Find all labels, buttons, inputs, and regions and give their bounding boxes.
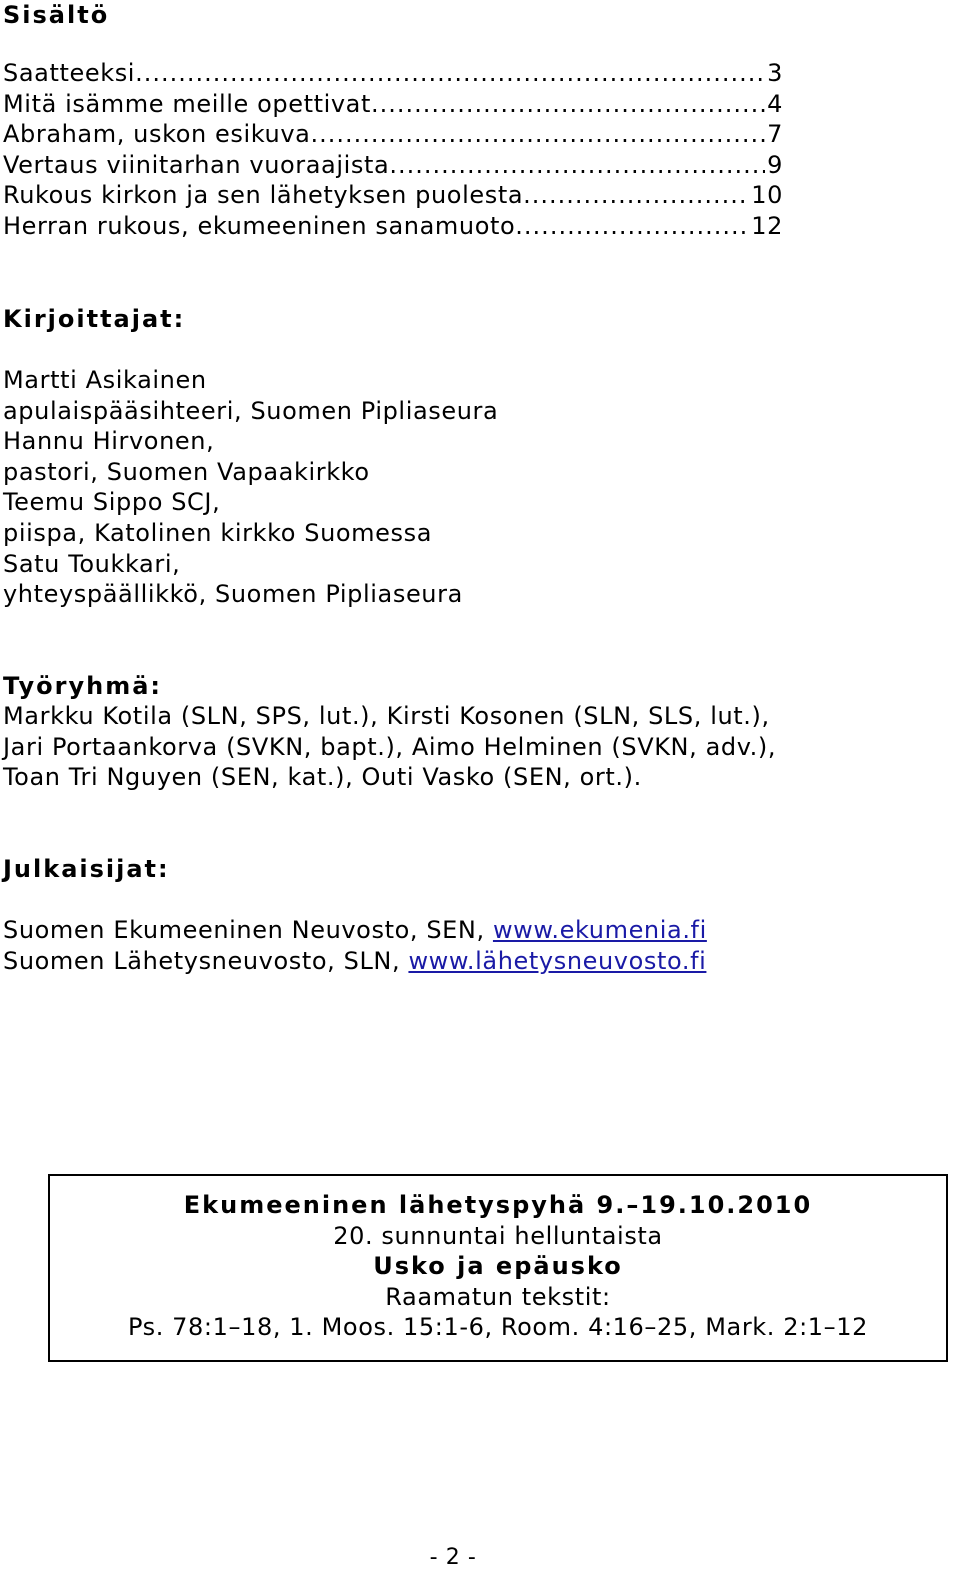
author-line: pastori, Suomen Vapaakirkko — [3, 457, 370, 486]
box-texts-label: Raamatun tekstit: — [385, 1282, 611, 1311]
toc-heading: Sisältö — [3, 1, 110, 29]
author-line: Hannu Hirvonen, — [3, 427, 215, 456]
publisher-line — [3, 915, 707, 946]
workgroup-line: Toan Tri Nguyen (SEN, kat.), Outi Vasko (SEN, ort.). — [3, 763, 642, 792]
author-line: Martti Asikainen — [3, 366, 207, 394]
toc-entry-page: 10 — [751, 181, 783, 210]
workgroup-line: Jari Portaankorva (SVKN, bapt.), Aimo Helminen (SVKN, adv.), — [3, 732, 777, 761]
toc-entry-page: 12 — [751, 211, 783, 240]
toc-entry[interactable] — [3, 89, 783, 120]
workgroup-list — [3, 701, 776, 793]
toc-leader-dots — [515, 211, 749, 242]
mission-sunday-box — [48, 1174, 948, 1362]
author-line: Teemu Sippo SCJ, — [3, 488, 221, 517]
author-line: piispa, Katolinen kirkko Suomessa — [3, 518, 433, 547]
table-of-contents — [3, 58, 783, 242]
toc-entry-page: 3 — [767, 59, 783, 87]
toc-entry-title: Abraham, uskon esikuva — [3, 120, 311, 149]
toc-leader-dots — [310, 119, 765, 150]
authors-list — [3, 365, 498, 610]
toc-leader-dots — [523, 180, 749, 211]
toc-leader-dots — [371, 89, 765, 120]
toc-entry-page: 4 — [767, 89, 783, 118]
toc-entry-title: Rukous kirkon ja sen lähetyksen puolesta — [3, 181, 524, 210]
publisher-name: Suomen Lähetysneuvosto, SLN, — [3, 946, 409, 975]
publishers-heading: Julkaisijat: — [3, 855, 170, 883]
box-theme: Usko ja epäusko — [373, 1252, 623, 1281]
authors-heading: Kirjoittajat: — [3, 305, 186, 333]
box-texts: Ps. 78:1–18, 1. Moos. 15:1-6, Room. 4:16–25, Mark. 2:1–12 — [127, 1313, 869, 1342]
box-sunday: 20. sunnuntai helluntaista — [333, 1221, 663, 1250]
toc-leader-dots — [389, 150, 765, 181]
toc-entry[interactable] — [3, 180, 783, 211]
toc-entry[interactable] — [3, 58, 783, 89]
workgroup-heading: Työryhmä: — [3, 672, 163, 700]
toc-entry[interactable] — [3, 119, 783, 150]
toc-entry-title: Saatteeksi — [3, 59, 136, 87]
page-number: - 2 - — [429, 1545, 477, 1570]
publisher-line — [3, 946, 707, 977]
toc-entry-title: Herran rukous, ekumeeninen sanamuoto — [3, 211, 516, 240]
ekumenia-link[interactable]: www.ekumenia.fi — [492, 916, 707, 944]
author-line: apulaispääsihteeri, Suomen Pipliaseura — [3, 396, 499, 425]
toc-entry-title: Vertaus viinitarhan vuoraajista — [3, 150, 390, 179]
toc-entry-page: 7 — [767, 120, 783, 149]
toc-entry[interactable] — [3, 150, 783, 181]
toc-entry-title: Mitä isämme meille opettivat — [3, 89, 371, 118]
author-line: yhteyspäällikkö, Suomen Pipliaseura — [3, 580, 463, 609]
author-line: Satu Toukkari, — [3, 549, 181, 578]
publishers-list — [3, 915, 707, 976]
workgroup-line: Markku Kotila (SLN, SPS, lut.), Kirsti Kosonen (SLN, SLS, lut.), — [3, 702, 770, 730]
toc-entry-page: 9 — [767, 150, 783, 179]
publisher-name: Suomen Ekumeeninen Neuvosto, SEN, — [3, 916, 493, 944]
toc-leader-dots — [135, 58, 765, 89]
box-title: Ekumeeninen lähetyspyhä 9.–19.10.2010 — [183, 1191, 813, 1219]
toc-entry[interactable] — [3, 211, 783, 242]
lahetysneuvosto-link[interactable]: www.lähetysneuvosto.fi — [408, 946, 707, 975]
